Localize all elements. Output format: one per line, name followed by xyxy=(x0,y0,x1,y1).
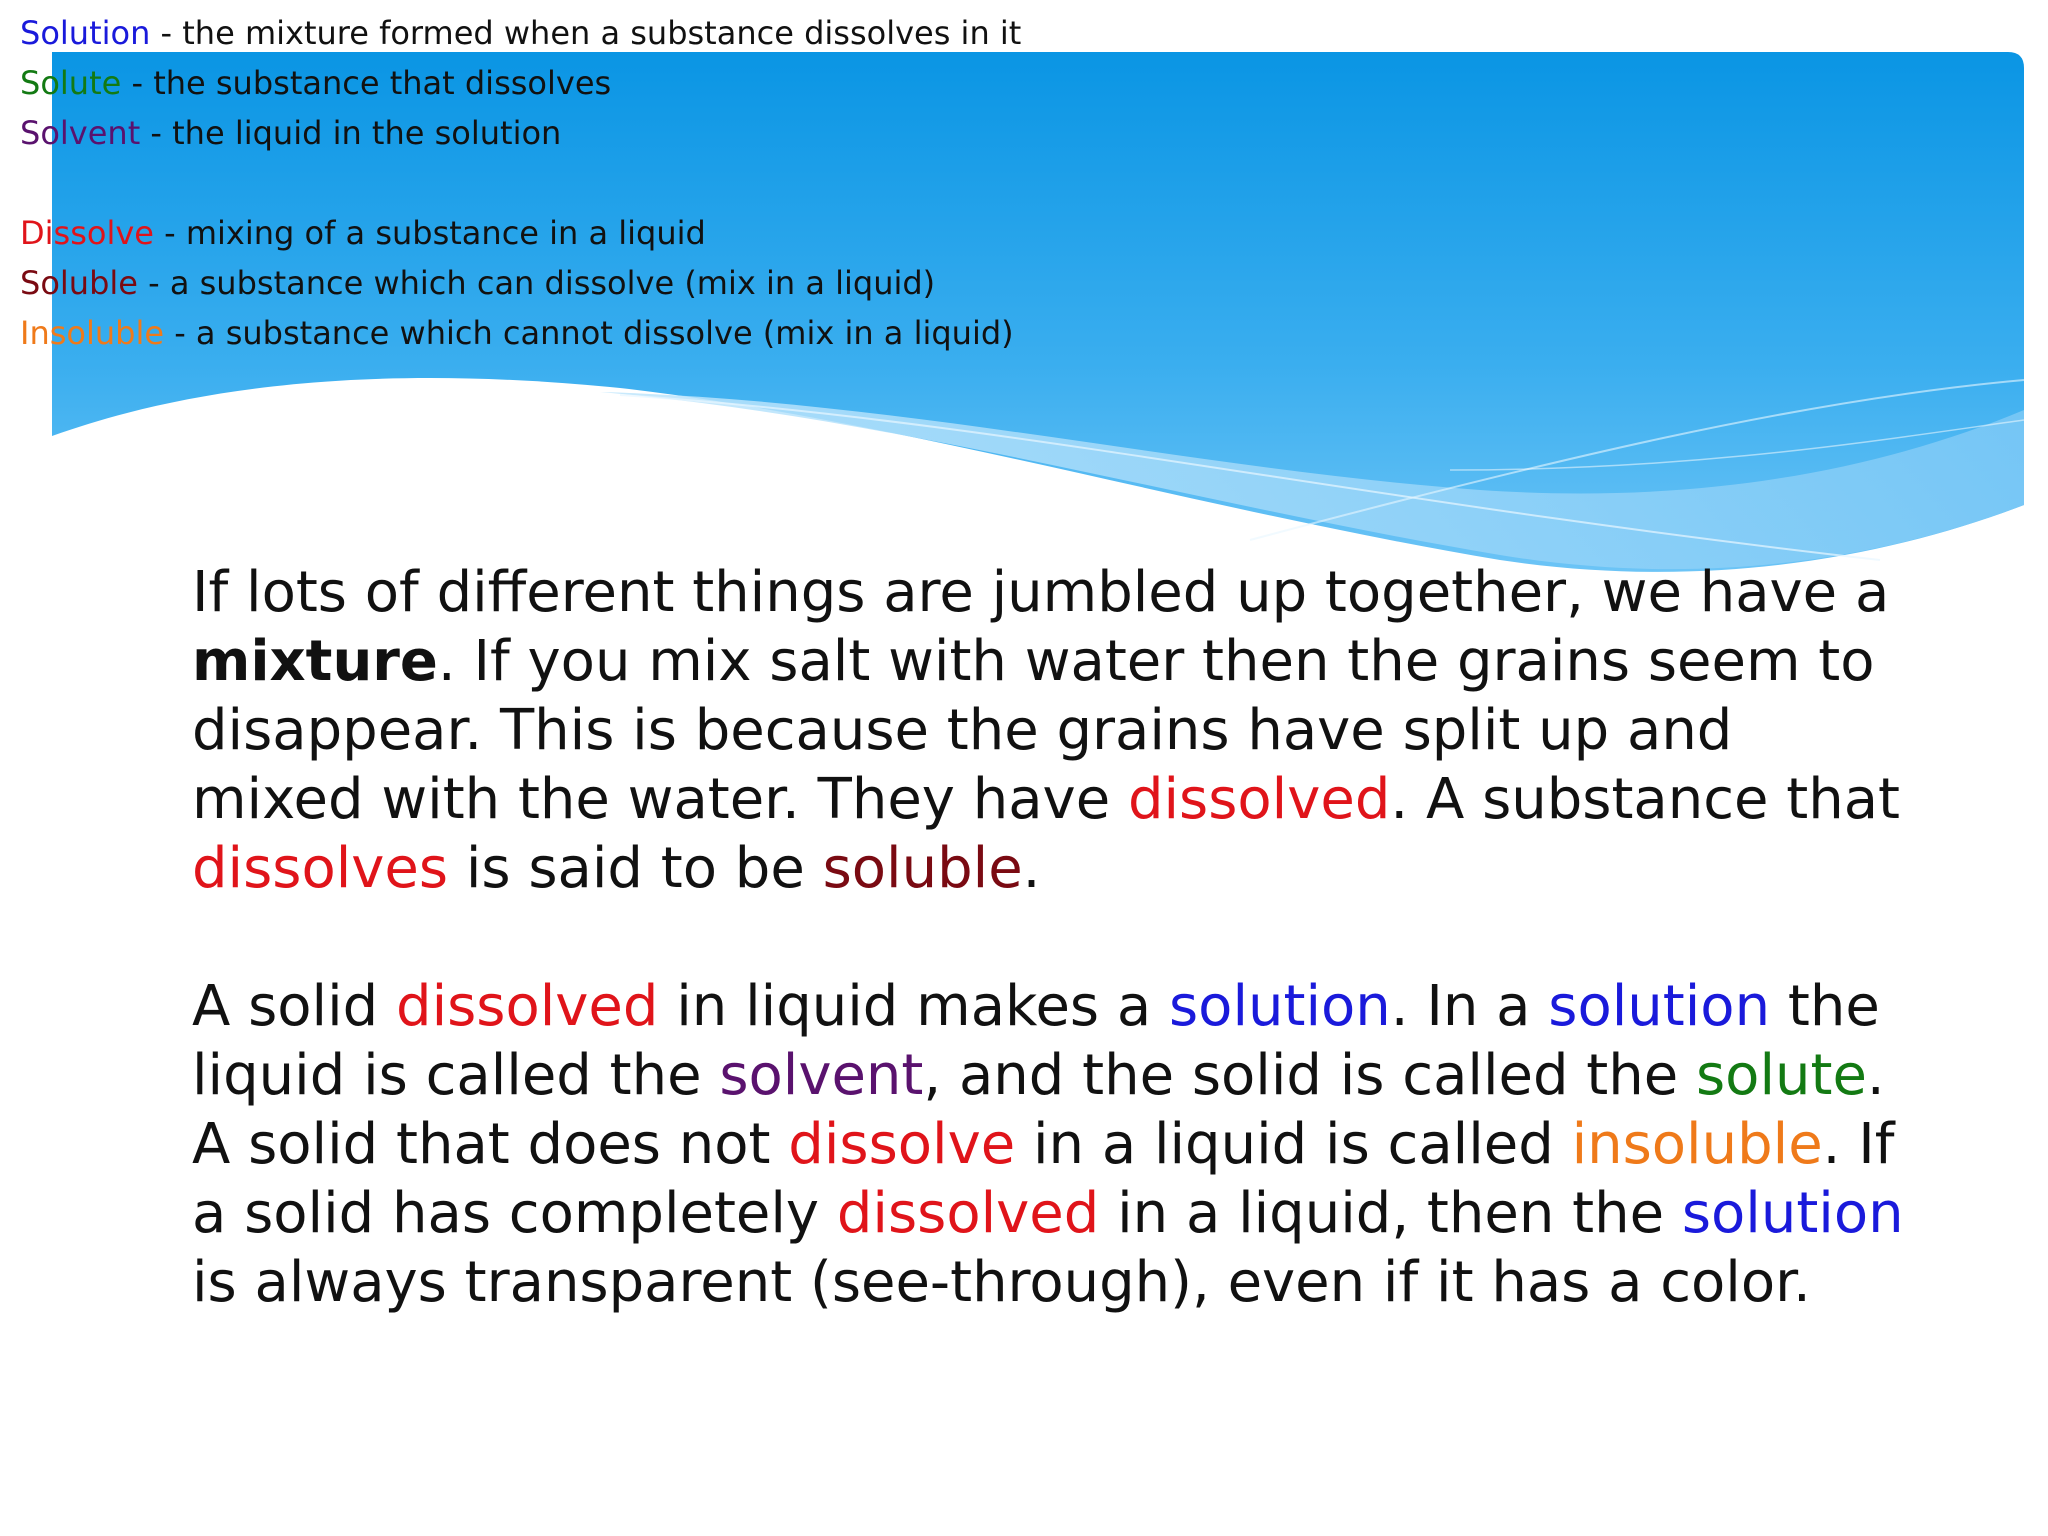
glossary-item-insoluble xyxy=(20,308,1021,358)
p2-text-6: . A solid that does not xyxy=(192,1043,1885,1177)
glossary-term-soluble: Soluble xyxy=(20,264,138,302)
p2-text-8: . If a solid has completely xyxy=(192,1112,1895,1246)
glossary-def-soluble: - a substance which can dissolve (mix in a liquid) xyxy=(137,264,936,302)
p2-text-2: in liquid makes a xyxy=(658,974,1169,1039)
p2-text-1: A solid xyxy=(192,974,397,1039)
p2-keyword-solution-3: solution xyxy=(1681,1181,1904,1246)
glossary-def-dissolve: - mixing of a substance in a liquid xyxy=(153,214,706,252)
p1-text-4: is said to be xyxy=(448,836,823,901)
p2-text-4: the liquid is called the xyxy=(192,974,1880,1108)
glossary-item-dissolve xyxy=(20,208,1021,258)
p1-text-5: . xyxy=(1022,836,1041,901)
p2-keyword-insoluble: insoluble xyxy=(1571,1112,1823,1177)
glossary-term-solvent: Solvent xyxy=(20,114,141,152)
p2-text-5: , and the solid is called the xyxy=(923,1043,1696,1108)
glossary-item-solute xyxy=(20,58,1021,108)
paragraph-mixture xyxy=(192,558,1912,903)
glossary-list xyxy=(20,8,1021,358)
glossary-term-dissolve: Dissolve xyxy=(20,214,154,252)
glossary-item-soluble xyxy=(20,258,1021,308)
p1-keyword-dissolves: dissolves xyxy=(192,836,449,901)
p2-text-9: in a liquid, then the xyxy=(1099,1181,1682,1246)
p2-keyword-dissolve: dissolve xyxy=(788,1112,1016,1177)
p1-text-2: . If you mix salt with water then the grains seem to disappear. This is because the grains have split up and mixed with the water. They have xyxy=(192,629,1875,832)
p2-text-7: in a liquid is called xyxy=(1015,1112,1572,1177)
glossary-term-solution: Solution xyxy=(20,14,151,52)
glossary-item-solution xyxy=(20,8,1021,58)
paragraph-solution xyxy=(192,972,1912,1317)
p2-keyword-dissolved-1: dissolved xyxy=(396,974,659,1039)
p1-keyword-dissolved: dissolved xyxy=(1127,767,1391,832)
glossary-def-solution: - the mixture formed when a substance dissolves in it xyxy=(150,14,1022,52)
p1-text-3: . A substance that xyxy=(1390,767,1901,832)
p1-keyword-mixture: mixture xyxy=(192,629,438,694)
glossary-def-solute: - the substance that dissolves xyxy=(121,64,612,102)
p2-keyword-dissolved-2: dissolved xyxy=(836,1181,1100,1246)
p2-text-3: . In a xyxy=(1390,974,1549,1039)
glossary-def-solvent: - the liquid in the solution xyxy=(140,114,562,152)
p1-text-1: If lots of different things are jumbled up together, we have a xyxy=(192,560,1890,625)
p2-text-10: is always transparent (see-through), even if it has a color. xyxy=(192,1250,1811,1315)
p2-keyword-solute: solute xyxy=(1696,1043,1867,1108)
p2-keyword-solvent: solvent xyxy=(719,1043,924,1108)
glossary-term-solute: Solute xyxy=(20,64,122,102)
body-text xyxy=(192,558,1912,1317)
p1-keyword-soluble: soluble xyxy=(822,836,1023,901)
p2-keyword-solution-1: solution xyxy=(1169,974,1391,1039)
p2-keyword-solution-2: solution xyxy=(1548,974,1771,1039)
glossary-def-insoluble: - a substance which cannot dissolve (mix in a liquid) xyxy=(164,314,1014,352)
glossary-item-solvent xyxy=(20,108,1021,158)
glossary-term-insoluble: Insoluble xyxy=(20,314,165,352)
